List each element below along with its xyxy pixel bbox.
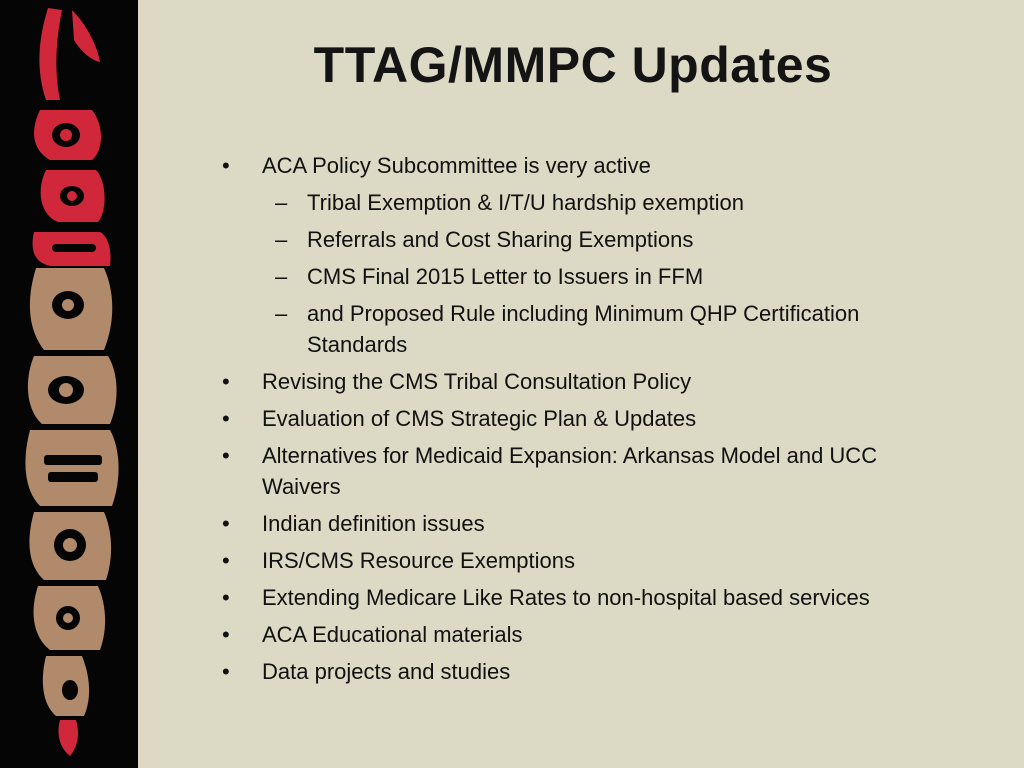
dash-icon: – (275, 190, 288, 215)
totem-decoration (0, 0, 138, 768)
bullet-icon: • (222, 659, 230, 684)
bullet-text: Evaluation of CMS Strategic Plan & Updates (262, 406, 697, 431)
bullet-item (222, 582, 922, 613)
bullet-icon: • (222, 585, 230, 610)
bullet-text: Revising the CMS Tribal Consultation Policy (262, 369, 692, 394)
bullet-item (222, 366, 922, 397)
bullet-text: Alternatives for Medicaid Expansion: Arkansas Model and UCC Waivers (262, 443, 878, 499)
dash-icon: – (275, 301, 288, 326)
bullet-item (222, 150, 922, 360)
bullet-text: Indian definition issues (262, 511, 485, 536)
bullet-text: Extending Medicare Like Rates to non-hospital based services (262, 585, 870, 610)
bullet-icon: • (222, 443, 230, 468)
sub-bullet-list (262, 187, 922, 360)
bullet-icon: • (222, 406, 230, 431)
totem-art-icon (0, 0, 138, 768)
bullet-text: Data projects and studies (262, 659, 511, 684)
slide-title: TTAG/MMPC Updates (313, 37, 833, 93)
sub-bullet-item (262, 298, 922, 360)
bullet-item (222, 656, 922, 687)
bullet-text: IRS/CMS Resource Exemptions (262, 548, 575, 573)
bullet-item (222, 545, 922, 576)
bullet-icon: • (222, 622, 230, 647)
sub-bullet-text: Referrals and Cost Sharing Exemptions (307, 227, 694, 252)
bullet-item (222, 403, 922, 434)
bullet-item (222, 440, 922, 502)
bullet-list (222, 150, 922, 693)
dash-icon: – (275, 227, 288, 252)
bullet-icon: • (222, 369, 230, 394)
dash-icon: – (275, 264, 288, 289)
bullet-icon: • (222, 153, 230, 178)
bullet-icon: • (222, 548, 230, 573)
sub-bullet-item (262, 187, 922, 218)
bullet-text: ACA Policy Subcommittee is very active (262, 153, 651, 178)
sub-bullet-text: Tribal Exemption & I/T/U hardship exemption (307, 190, 744, 215)
sub-bullet-item (262, 261, 922, 292)
sub-bullet-text: and Proposed Rule including Minimum QHP Certification Standards (307, 301, 860, 357)
bullet-icon: • (222, 511, 230, 536)
sub-bullet-item (262, 224, 922, 255)
bullet-item (222, 508, 922, 539)
bullet-item (222, 619, 922, 650)
sub-bullet-text: CMS Final 2015 Letter to Issuers in FFM (307, 264, 704, 289)
bullet-text: ACA Educational materials (262, 622, 523, 647)
